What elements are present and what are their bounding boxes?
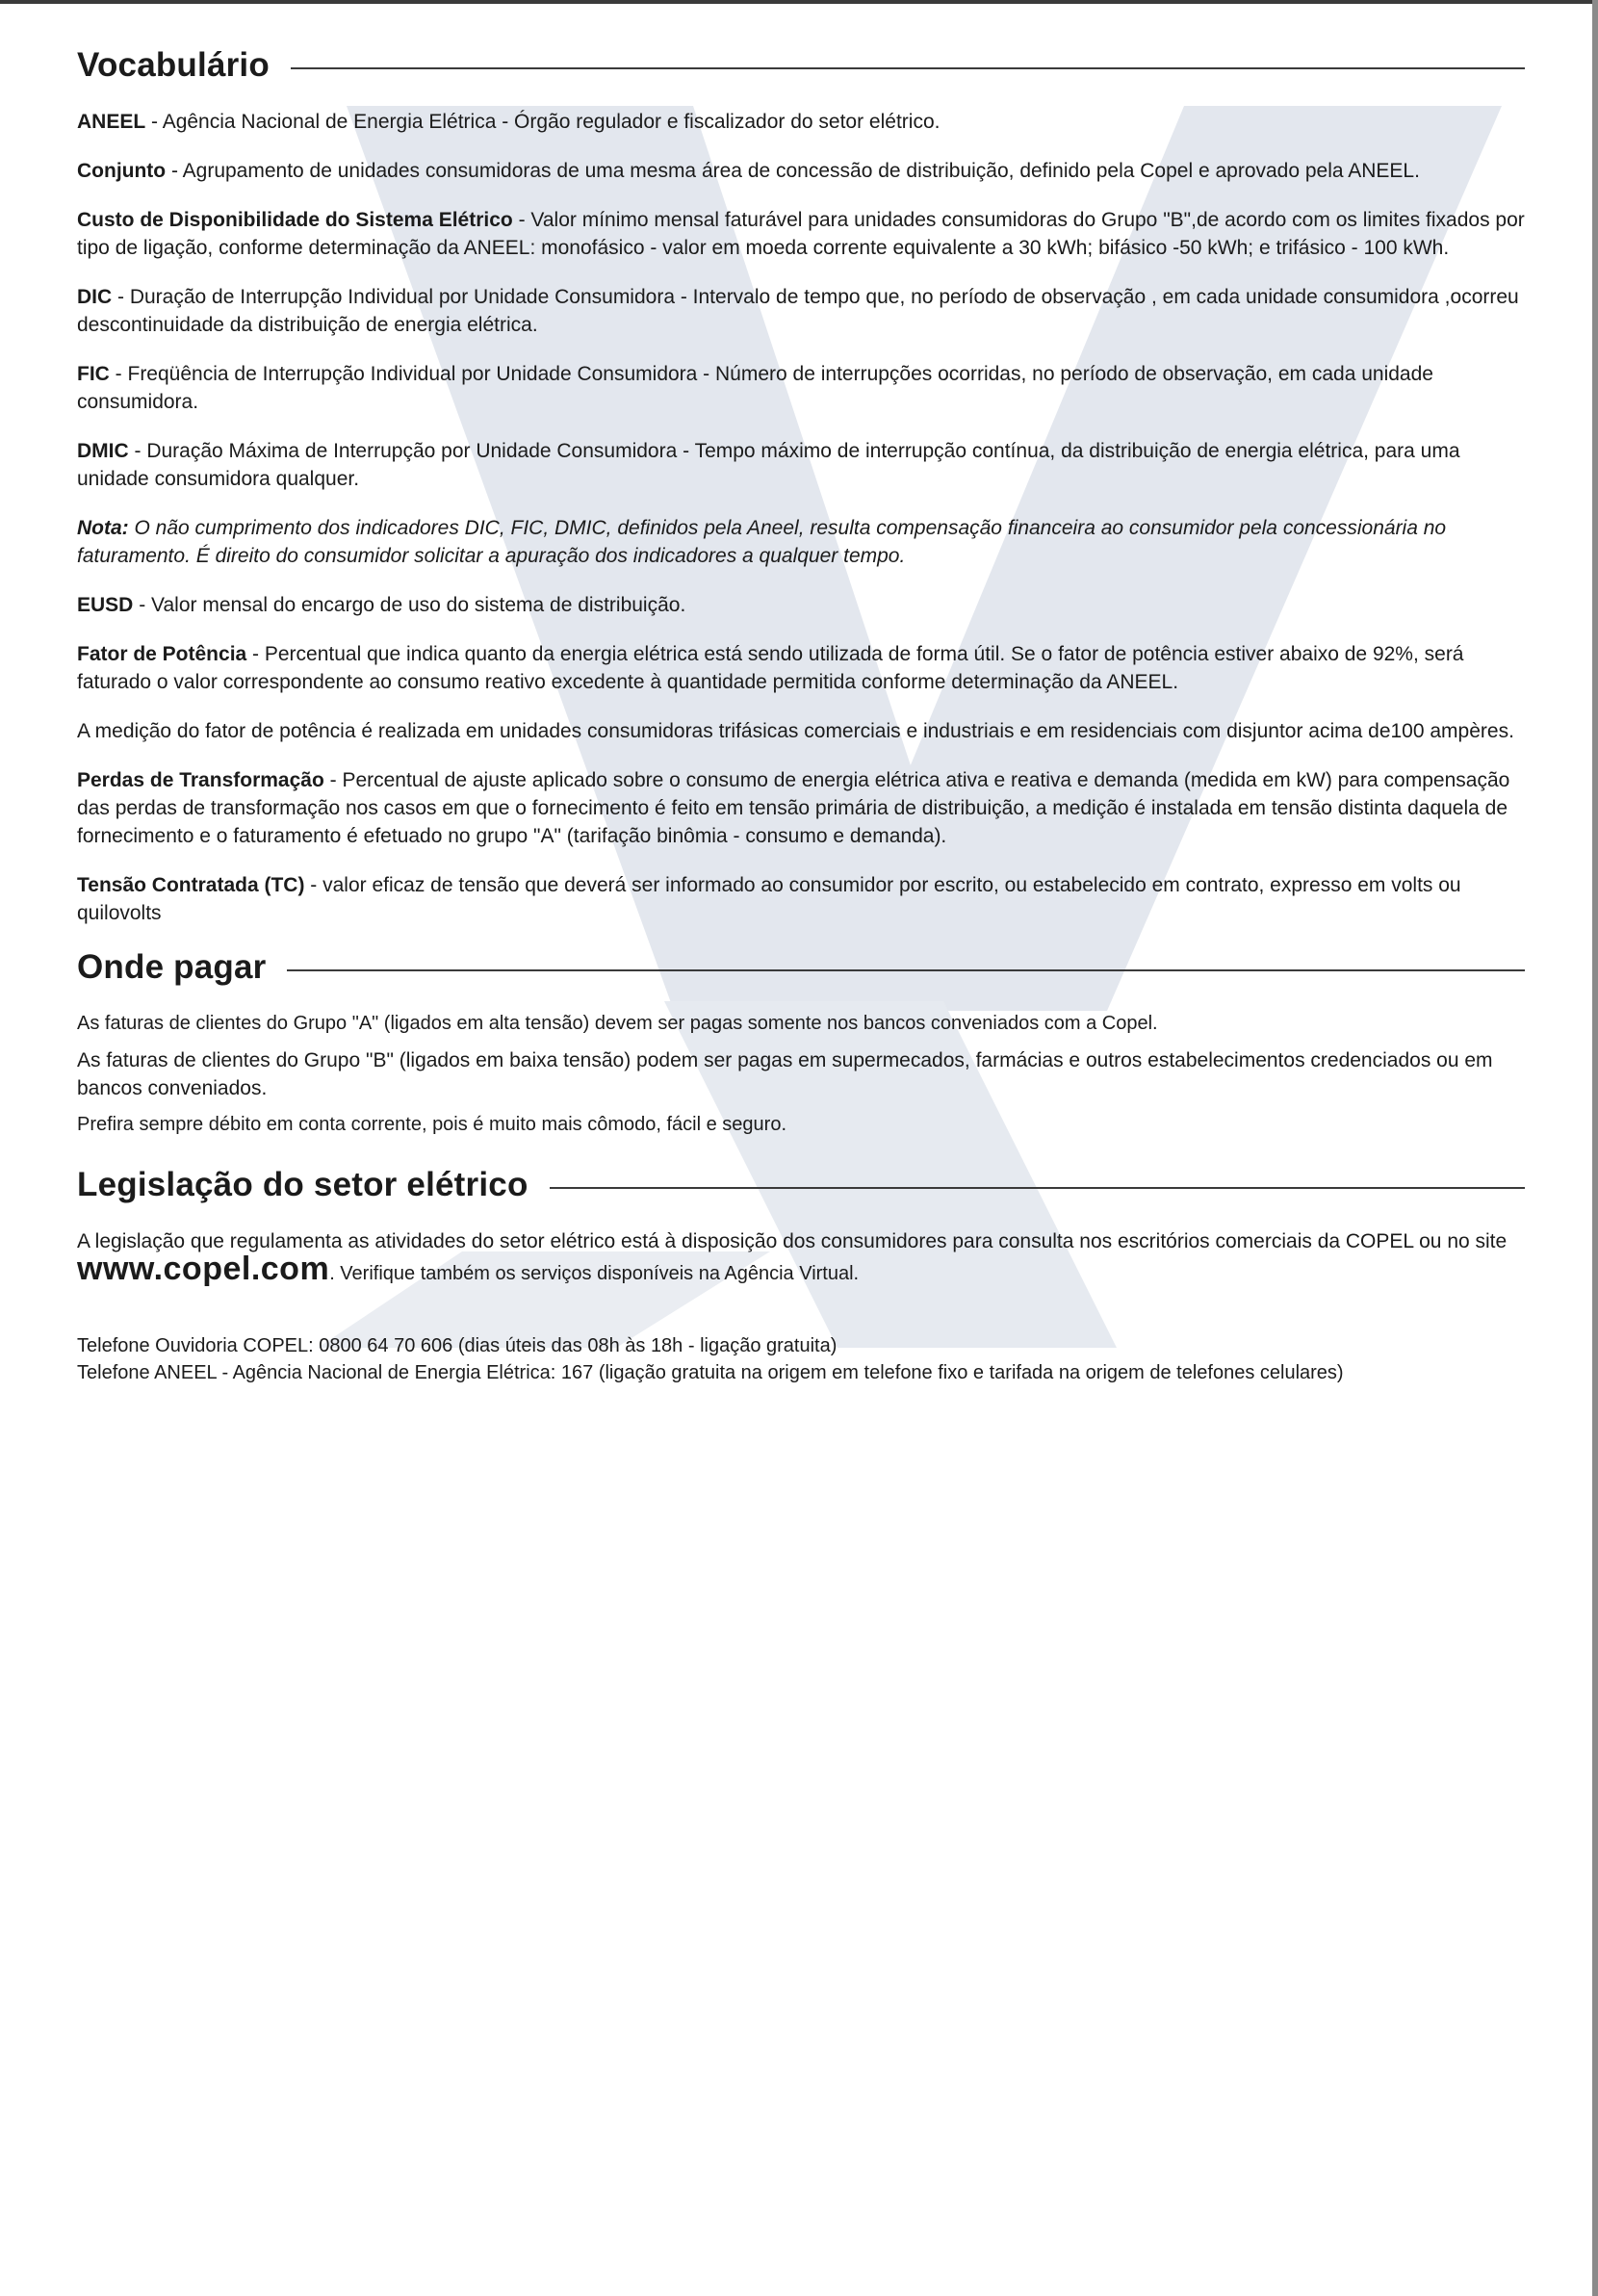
vocab-term: ANEEL: [77, 111, 146, 133]
vocab-term: Perdas de Transformação: [77, 769, 324, 791]
vocab-definition: - Agrupamento de unidades consumidoras de uma mesma área de concessão de distribuição, definido pela Copel e aprovado pela ANEEL.: [166, 160, 1420, 182]
vocabulario-title: Vocabulário: [77, 46, 270, 84]
vocab-term: FIC: [77, 363, 110, 385]
vocab-entry-tensao-contratada: [77, 871, 1525, 927]
nota-label: Nota:: [77, 517, 129, 539]
vocab-entry-fic: [77, 360, 1525, 416]
onde-pagar-paragraph: As faturas de clientes do Grupo "B" (ligados em baixa tensão) podem ser pagas em supermecados, farmácias e outros estabelecimentos credenciados ou em bancos conveniados.: [77, 1049, 1493, 1099]
vocab-definition: A medição do fator de potência é realizada em unidades consumidoras trifásicas comerciais e industriais e em residenciais com disjuntor acima de100 ampères.: [77, 720, 1514, 742]
vocabulario-section: [77, 46, 1525, 927]
vocab-term: Fator de Potência: [77, 643, 247, 665]
vocab-term: DIC: [77, 286, 113, 308]
vocab-entry-conjunto: [77, 157, 1525, 185]
vocab-entry-medicao-fator: [77, 717, 1525, 745]
legislacao-header: [77, 1166, 1525, 1204]
vocab-definition: - Percentual que indica quanto da energia elétrica está sendo utilizada de forma útil. Se o fator de potência estiver abaixo de 92%, será faturado o valor correspondente ao consumo reativo excedente à quantidade permitida conforme determinação da ANEEL.: [77, 643, 1464, 693]
vocab-entry-nota: [77, 514, 1525, 570]
vocab-term: Tensão Contratada (TC): [77, 874, 305, 896]
legislacao-title: Legislação do setor elétrico: [77, 1166, 528, 1203]
vocab-term: DMIC: [77, 440, 129, 462]
vocab-definition: - Duração Máxima de Interrupção por Unidade Consumidora - Tempo máximo de interrupção contínua, da distribuição de energia elétrica, para uma unidade consumidora qualquer.: [77, 440, 1460, 490]
vocab-term: Custo de Disponibilidade do Sistema Elétrico: [77, 209, 513, 231]
section-divider: [291, 67, 1525, 69]
vocab-entry-aneel: [77, 108, 1525, 136]
vocab-definition: - valor eficaz de tensão que deverá ser informado ao consumidor por escrito, ou estabelecido em contrato, expresso em volts ou quilovolts: [77, 874, 1461, 924]
section-divider: [287, 969, 1525, 971]
vocabulario-header: [77, 46, 1525, 85]
vocab-entry-dmic: [77, 437, 1525, 493]
aneel-phone: Telefone ANEEL - Agência Nacional de Energia Elétrica: 167 (ligação gratuita na origem em telefone fixo e tarifada na origem de telefones celulares): [77, 1362, 1344, 1383]
nota-text: O não cumprimento dos indicadores DIC, FIC, DMIC, definidos pela Aneel, resulta compensação financeira ao consumidor pela concessionária no faturamento. É direito do consumidor solicitar a apuração dos indicadores a qualquer tempo.: [77, 517, 1447, 567]
vocab-definition: - Percentual de ajuste aplicado sobre o consumo de energia elétrica ativa e reativa e demanda (medida em kW) para compensação das perdas de transformação nos casos em que o fornecimento é feito em tensão primária de distribuição, a medição é instalada em tensão distinta daquela de fornecimento e o faturamento é efetuado no grupo "A" (tarifação binômia - consumo e demanda).: [77, 769, 1510, 847]
copel-site-link[interactable]: www.copel.com: [77, 1251, 330, 1287]
vocab-entry-eusd: [77, 591, 1525, 619]
onde-pagar-section: [77, 948, 1525, 1139]
onde-pagar-title: Onde pagar: [77, 948, 267, 986]
vocab-definition: - Agência Nacional de Energia Elétrica - Órgão regulador e fiscalizador do setor elétrico.: [145, 111, 941, 133]
legislacao-section: [77, 1166, 1525, 1288]
vocab-entry-fator-potencia: [77, 640, 1525, 696]
contact-block: [77, 1332, 1525, 1386]
onde-pagar-paragraph: Prefira sempre débito em conta corrente, pois é muito mais cômodo, fácil e seguro.: [77, 1114, 787, 1135]
ouvidoria-phone: Telefone Ouvidoria COPEL: 0800 64 70 606 (dias úteis das 08h às 18h - ligação gratuita): [77, 1335, 838, 1356]
legislacao-text: A legislação que regulamenta as atividades do setor elétrico está à disposição dos consumidores para consulta nos escritórios comerciais da COPEL ou no site: [77, 1230, 1508, 1252]
vocab-entry-custo-disponibilidade: [77, 206, 1525, 262]
content-column: [77, 46, 1525, 1386]
vocab-definition: - Duração de Interrupção Individual por Unidade Consumidora - Intervalo de tempo que, no período de observação , em cada unidade consumidora ,ocorreu descontinuidade da distribuição de energia elétrica.: [77, 286, 1519, 336]
vocab-definition: - Valor mensal do encargo de uso do sistema de distribuição.: [133, 594, 686, 616]
vocab-term: Conjunto: [77, 160, 167, 182]
section-divider: [550, 1187, 1525, 1189]
vocab-entry-dic: [77, 283, 1525, 339]
vocab-definition: - Valor mínimo mensal faturável para unidades consumidoras do Grupo "B",de acordo com os limites fixados por tipo de ligação, conforme determinação da ANEEL: monofásico - valor em moeda corrente equivalente a 30 kWh; bifásico -50 kWh; e trifásico - 100 kWh.: [77, 209, 1525, 259]
vocab-definition: - Freqüência de Interrupção Individual por Unidade Consumidora - Número de interrupções ocorridas, no período de observação, em cada unidade consumidora.: [77, 363, 1433, 413]
vocab-entry-perdas-transformacao: [77, 766, 1525, 850]
legislacao-paragraph: [77, 1227, 1525, 1288]
legislacao-text-after: . Verifique também os serviços disponíveis na Agência Virtual.: [329, 1263, 860, 1284]
onde-pagar-paragraph: As faturas de clientes do Grupo "A" (ligados em alta tensão) devem ser pagas somente nos bancos conveniados com a Copel.: [77, 1013, 1158, 1034]
vocab-term: EUSD: [77, 594, 134, 616]
onde-pagar-header: [77, 948, 1525, 987]
